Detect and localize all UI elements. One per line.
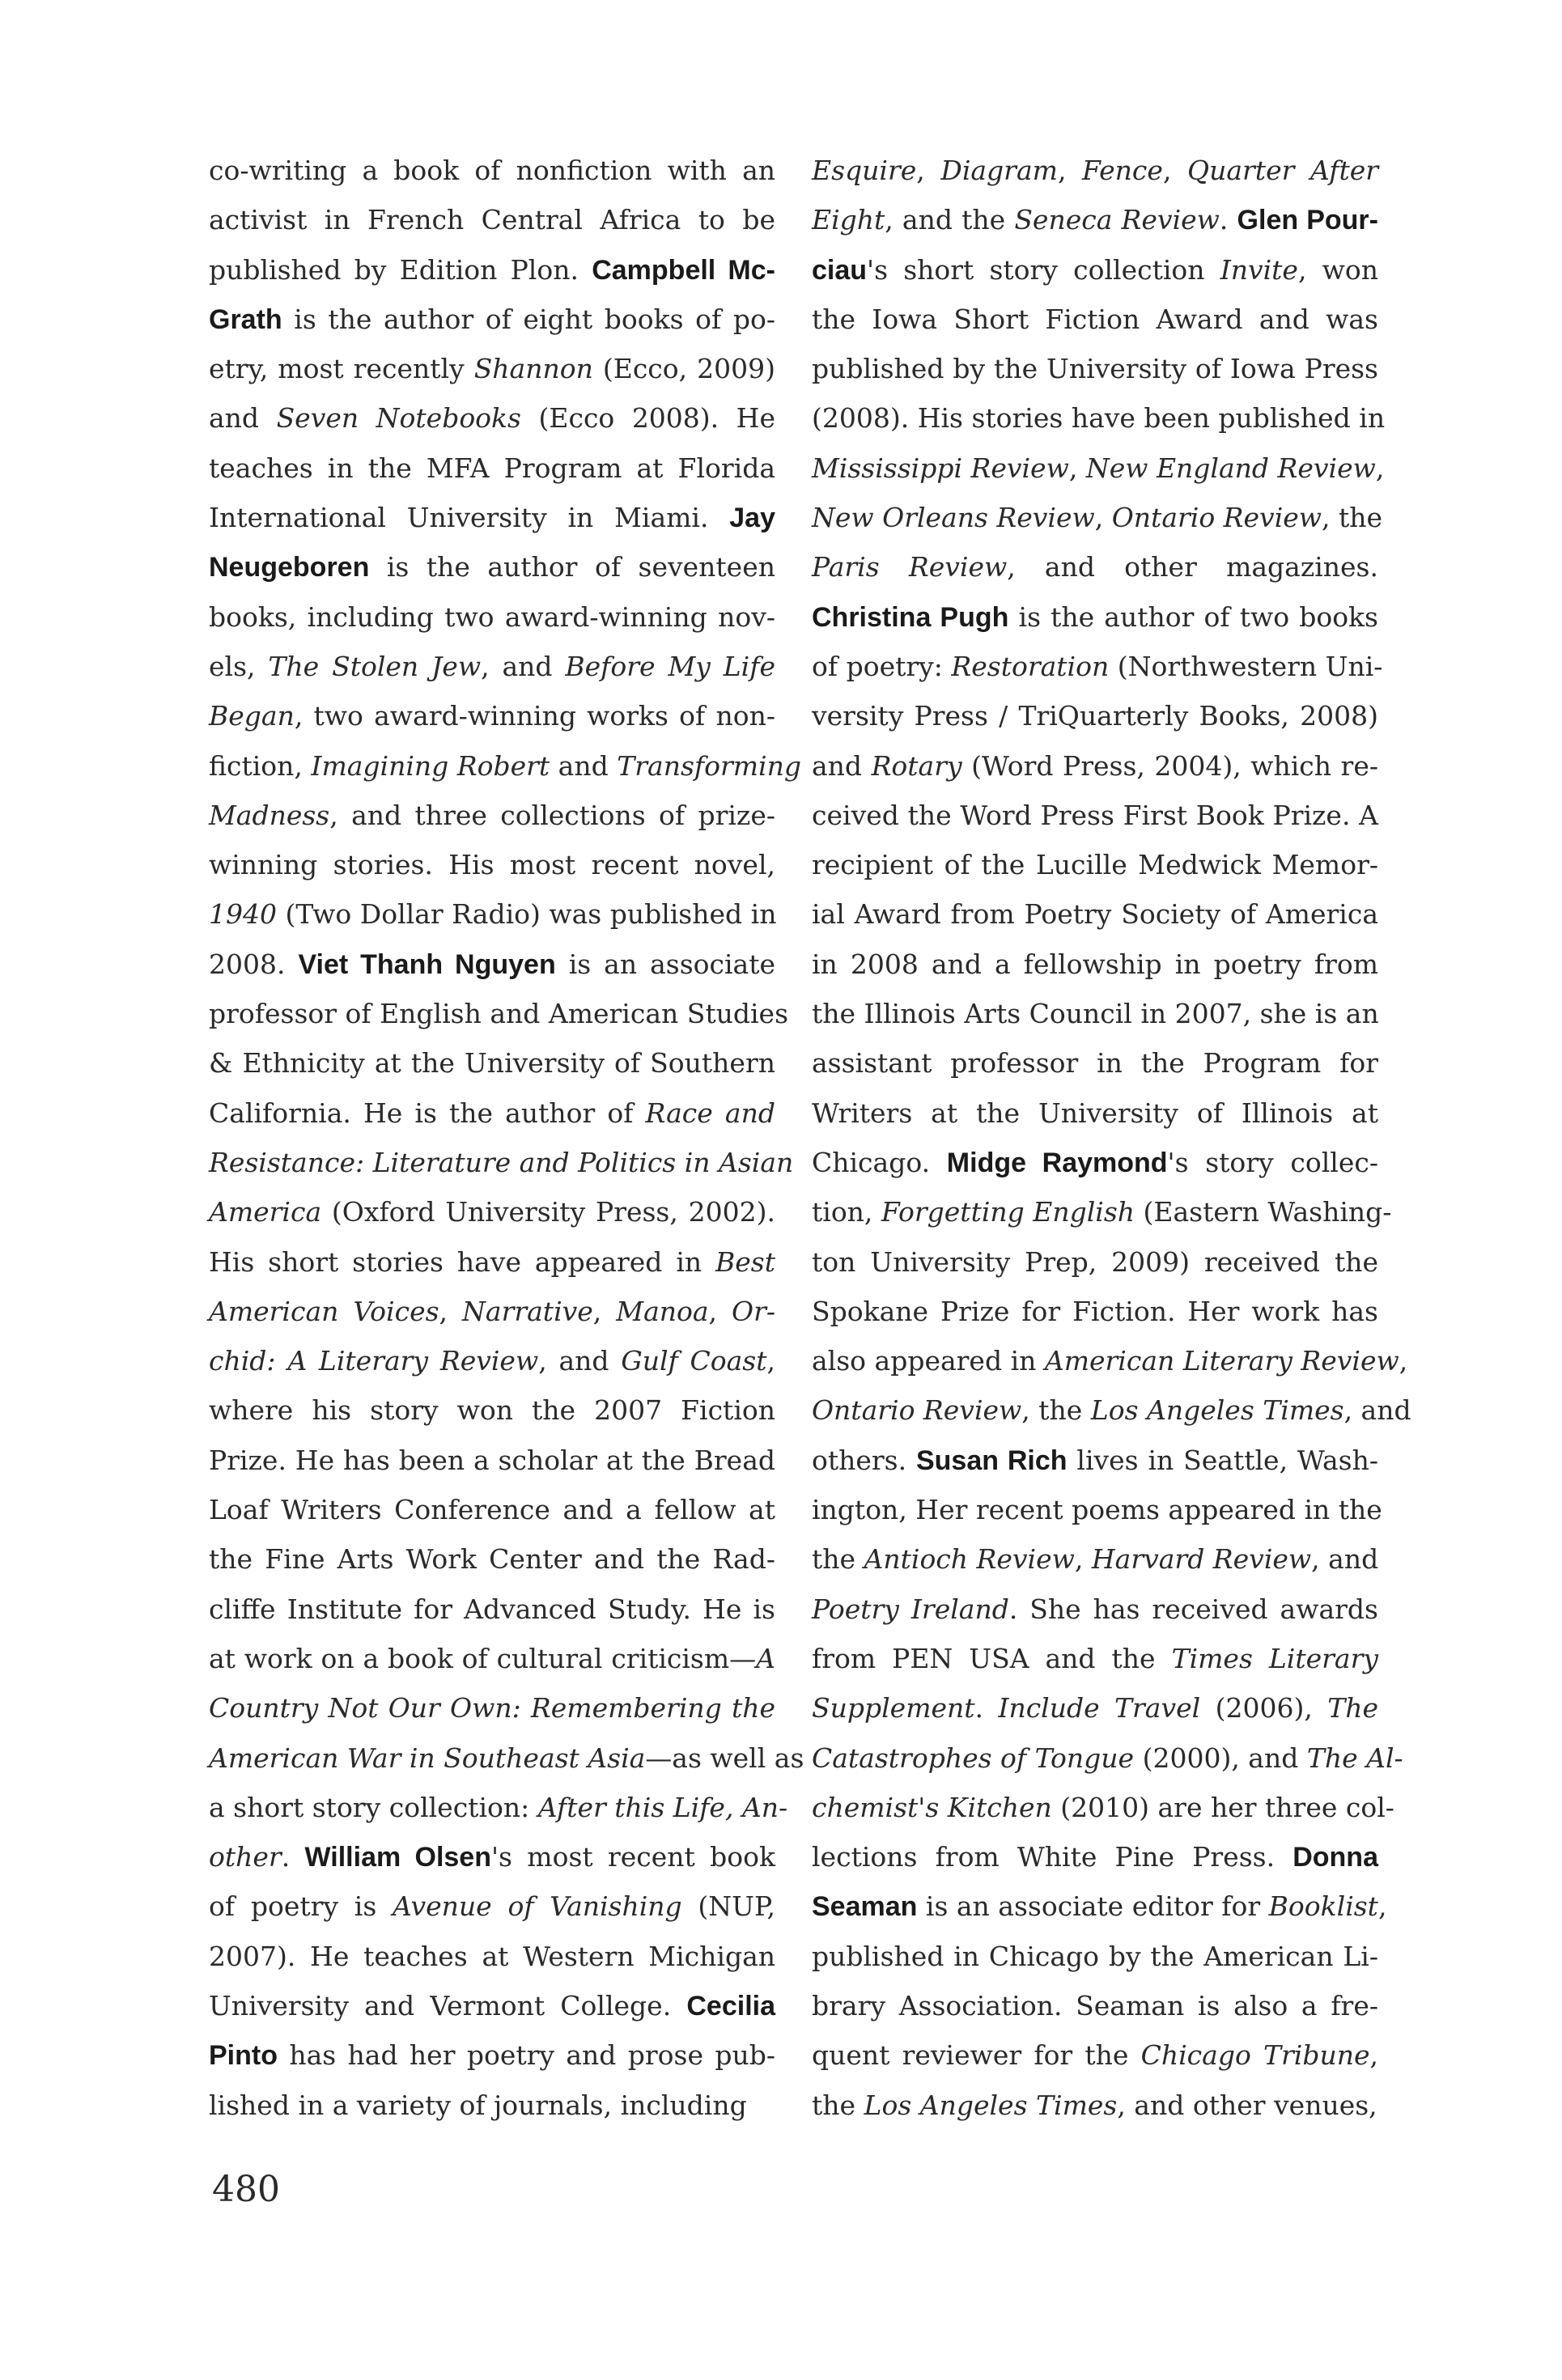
text-run: , (1057, 155, 1083, 186)
text-run: (2006), (1200, 1692, 1328, 1725)
text-run: the (812, 2089, 864, 2121)
italic-title: Los Angeles Times (1090, 1394, 1344, 1427)
italic-title: American Voices (209, 1295, 439, 1327)
italic-title: Rotary (871, 749, 962, 782)
text-run: (Ecco 2008). He (520, 402, 775, 435)
italic-title: Gulf Coast (621, 1345, 767, 1377)
text-line (209, 1436, 775, 1485)
text-line (812, 889, 1378, 939)
text-run: the Fine Arts Work Center and the Rad- (209, 1543, 775, 1576)
italic-title: Harvard Review (1091, 1543, 1312, 1576)
italic-title: Catastrophes of Tongue (812, 1742, 1135, 1774)
text-line (812, 1832, 1378, 1882)
italic-title: Eight (812, 204, 885, 236)
italic-title: The Al- (1306, 1742, 1403, 1774)
text-line (812, 1336, 1408, 1385)
text-run: teaches in the MFA Program at Florida (209, 452, 775, 484)
text-line (812, 1585, 1378, 1634)
text-run: Prize. He has been a scholar at the Bread (209, 1444, 775, 1476)
text-line (209, 245, 775, 295)
text-run: versity Press / TriQuarterly Books, 2008) (812, 700, 1378, 732)
text-run: professor of English and American Studies (209, 998, 789, 1030)
italic-title: Chicago Tribune (1140, 2039, 1370, 2072)
text-run: , (1377, 1890, 1387, 1923)
italic-title: Before My Life (565, 650, 775, 682)
text-line (209, 1733, 804, 1783)
text-run: International University in Miami. (209, 502, 730, 534)
text-run: a short story collection: (209, 1791, 538, 1823)
text-line (812, 1981, 1378, 2030)
text-run: . (281, 1841, 305, 1873)
text-run: , and three collections of prize- (329, 799, 775, 831)
italic-title: Madness (209, 799, 330, 831)
text-run: ington, Her recent poems appeared in the (812, 1494, 1382, 1526)
italic-title: The Stolen Jew (268, 650, 482, 682)
text-run: (2000), and (1134, 1742, 1307, 1774)
italic-title: American War in Southeast Asia (209, 1742, 646, 1774)
italic-title: American Literary Review (1044, 1345, 1399, 1377)
text-line (812, 1385, 1411, 1435)
text-run: is an associate (555, 948, 775, 980)
italic-title: Seneca Review (1014, 204, 1220, 236)
text-line (812, 1683, 1378, 1733)
contributor-name: William Olsen (304, 1842, 491, 1873)
italic-title: Ontario Review (812, 1394, 1022, 1427)
text-run: published by Edition Plon. (209, 253, 592, 286)
text-run: . (1219, 204, 1237, 236)
text-line (209, 344, 775, 393)
text-line (812, 840, 1378, 889)
text-run: els, (209, 650, 269, 682)
text-run: others. (812, 1444, 916, 1476)
italic-title: Poetry Ireland (812, 1593, 1009, 1625)
text-run: has had her poetry and prose pub- (277, 2039, 775, 2072)
contributor-name: Viet Thanh Nguyen (298, 948, 556, 980)
text-run: and (550, 749, 618, 782)
text-run: , (916, 155, 941, 186)
text-line (209, 2030, 775, 2080)
text-run: (Northwestern Uni- (1109, 650, 1383, 682)
italic-title: New Orleans Review (812, 502, 1095, 534)
text-line (209, 1585, 775, 1634)
text-run: is an associate editor for (917, 1890, 1269, 1923)
text-run: Spokane Prize for Fiction. Her work has (812, 1295, 1378, 1327)
text-line (209, 1138, 794, 1187)
italic-title: Manoa (616, 1295, 709, 1327)
text-run: of poetry: (812, 650, 952, 682)
text-run: , (1369, 2039, 1378, 2072)
contributor-name: Cecilia (686, 1990, 775, 2022)
italic-title: Paris Review (812, 551, 1008, 583)
italic-title: America (209, 1196, 322, 1228)
text-line (812, 1733, 1403, 1783)
italic-title: Began (209, 700, 295, 732)
text-run: , and other venues, (1117, 2089, 1377, 2121)
text-line (812, 245, 1378, 295)
text-run: , (439, 1295, 463, 1327)
text-line (812, 393, 1386, 443)
text-run: cliffe Institute for Advanced Study. He is (209, 1593, 775, 1625)
text-run: 2008. (209, 948, 299, 980)
text-line (812, 146, 1378, 195)
italic-title: Avenue of Vanishing (393, 1890, 682, 1923)
contributor-name: Neugeboren (209, 552, 370, 583)
text-run: , and (538, 1345, 622, 1377)
italic-title: Race and (645, 1097, 775, 1129)
text-line (209, 1287, 775, 1336)
text-line (812, 1187, 1392, 1237)
text-line (812, 940, 1378, 989)
text-line (812, 791, 1378, 840)
text-run: , (1094, 502, 1112, 534)
italic-title: 1940 (209, 898, 277, 931)
text-run: California. He is the author of (209, 1097, 646, 1129)
text-run: . She has received awards (1008, 1593, 1378, 1625)
text-line (812, 1287, 1378, 1336)
text-line (812, 691, 1378, 740)
text-line (209, 1981, 775, 2030)
text-line (812, 542, 1378, 592)
italic-title: Quarter After (1187, 155, 1379, 186)
italic-title: Supplement (812, 1692, 975, 1725)
contributor-name: Seaman (812, 1891, 918, 1923)
text-line (209, 1187, 775, 1237)
contributor-name: Grath (209, 303, 282, 335)
contributor-name: Pinto (209, 2040, 278, 2072)
text-run: where his story won the 2007 Fiction (209, 1394, 775, 1427)
text-line (209, 791, 775, 840)
text-run: tion, (812, 1196, 881, 1228)
text-line (209, 393, 775, 443)
text-run: at work on a book of cultural criticism— (209, 1642, 757, 1674)
text-line (209, 1683, 775, 1733)
italic-title: A (756, 1642, 775, 1674)
text-run: , the (1021, 1394, 1091, 1427)
text-run: of poetry is (209, 1890, 393, 1923)
text-run: (Ecco, 2009) (592, 353, 775, 385)
italic-title: chemist's Kitchen (812, 1791, 1052, 1823)
text-run: 's story collec- (1167, 1146, 1378, 1178)
italic-title: After this Life, An- (537, 1791, 788, 1823)
page-number: 480 (212, 2169, 280, 2210)
text-run: quent reviewer for the (812, 2039, 1141, 2072)
italic-title: Ontario Review (1111, 502, 1322, 534)
text-line (209, 889, 775, 939)
text-line (209, 1038, 775, 1088)
text-line (812, 1138, 1378, 1187)
italic-title: Booklist (1268, 1890, 1378, 1923)
italic-title: Antioch Review (864, 1543, 1075, 1576)
contributor-name: Glen Pour- (1237, 205, 1378, 236)
text-line (812, 1932, 1378, 1981)
contributor-name: ciau (812, 254, 868, 286)
text-run: ton University Prep, 2009) received the (812, 1245, 1378, 1278)
text-run: (Oxford University Press, 2002). (321, 1196, 775, 1228)
text-line (812, 989, 1378, 1038)
text-run: books, including two award-winning nov- (209, 600, 775, 633)
text-run: , and (1311, 1543, 1379, 1576)
italic-title: Mississippi Review (812, 452, 1069, 484)
text-run: from PEN USA and the (812, 1642, 1172, 1674)
text-line (812, 493, 1383, 542)
text-line (812, 592, 1378, 642)
italic-title: Forgetting English (881, 1196, 1135, 1228)
text-line (209, 642, 775, 691)
text-line (812, 443, 1385, 493)
italic-title: Los Angeles Times (864, 2089, 1118, 2121)
italic-title: Fence (1082, 155, 1163, 186)
italic-title: New England Review (1085, 452, 1376, 484)
text-line (209, 195, 775, 244)
text-run: is the author of two books (1008, 600, 1378, 633)
text-run: (2010) are her three col- (1051, 1791, 1394, 1823)
text-run: , and the (885, 204, 1015, 236)
text-run: 2007). He teaches at Western Michigan (209, 1940, 775, 1972)
text-run: 's short story collection (867, 253, 1220, 286)
right-column (812, 146, 1411, 2130)
text-run: the (812, 1543, 864, 1576)
text-run: Chicago. (812, 1146, 947, 1178)
text-run: Loaf Writers Conference and a fellow at (209, 1494, 775, 1526)
text-line (812, 1088, 1378, 1138)
italic-title: Restoration (951, 650, 1110, 682)
text-line (812, 1783, 1394, 1832)
text-line (209, 1832, 775, 1882)
text-run: , (1162, 155, 1188, 186)
text-line (209, 592, 775, 642)
text-run: in 2008 and a fellowship in poetry from (812, 948, 1378, 980)
text-run: (Word Press, 2004), which re- (961, 749, 1379, 782)
italic-title: Esquire (812, 155, 917, 186)
text-run: (NUP, (681, 1890, 775, 1923)
text-run: and (812, 749, 872, 782)
text-run: lished in a variety of journals, including (209, 2089, 747, 2121)
text-run: & Ethnicity at the University of Southern (209, 1047, 775, 1080)
italic-title: Include Travel (998, 1692, 1201, 1725)
text-run: ceived the Word Press First Book Prize. A (812, 799, 1378, 831)
italic-title: Seven Notebooks (276, 402, 521, 435)
italic-title: Shannon (473, 353, 593, 385)
text-line (812, 2081, 1378, 2130)
text-run: the Iowa Short Fiction Award and was (812, 303, 1378, 335)
text-run: . (974, 1692, 999, 1725)
text-run: (Two Dollar Radio) was published in (276, 898, 777, 931)
text-line (812, 741, 1378, 791)
text-run: winning stories. His most recent novel, (209, 849, 775, 881)
text-run: etry, most recently (209, 353, 474, 385)
text-line (209, 1385, 775, 1435)
text-run: , and other magazines. (1007, 551, 1378, 583)
text-run: University and Vermont College. (209, 1989, 687, 2022)
text-run: co-writing a book of nonfiction with an (209, 155, 775, 186)
text-line (209, 1932, 775, 1981)
text-run: and (209, 402, 277, 435)
italic-title: Resistance: Literature and Politics in Asian (209, 1146, 794, 1178)
text-run: , (1399, 1345, 1408, 1377)
text-line (812, 195, 1378, 244)
text-line (812, 1237, 1378, 1287)
text-line (209, 1485, 775, 1534)
contributor-name: Campbell Mc- (592, 254, 775, 286)
text-line (209, 295, 775, 344)
text-run: lections from White Pine Press. (812, 1841, 1293, 1873)
text-line (812, 642, 1383, 691)
text-run: fiction, (209, 749, 312, 782)
text-line (209, 691, 775, 740)
text-line (209, 840, 775, 889)
italic-title: other (209, 1841, 282, 1873)
text-run: , two award-winning works of non- (294, 700, 775, 732)
text-run: is the author of eight books of po- (282, 303, 775, 335)
text-run: , (592, 1295, 617, 1327)
contributor-name: Midge Raymond (946, 1147, 1168, 1178)
text-run: , and (1343, 1394, 1411, 1427)
text-line (812, 1436, 1378, 1485)
text-run: , and (481, 650, 566, 682)
text-line (209, 989, 789, 1038)
text-run: the Illinois Arts Council in 2007, she is an (812, 998, 1379, 1030)
text-line (209, 2081, 775, 2130)
italic-title: Or- (732, 1295, 776, 1327)
contributor-name: Christina Pugh (812, 601, 1009, 633)
text-run: ial Award from Poetry Society of America (812, 898, 1378, 931)
left-column (209, 146, 804, 2130)
text-line (812, 1534, 1378, 1584)
italic-title: Imagining Robert (311, 749, 550, 782)
text-run: published by the University of Iowa Press (812, 353, 1378, 385)
text-run: assistant professor in the Program for (812, 1047, 1378, 1080)
text-line (209, 1783, 788, 1832)
text-line (812, 1882, 1387, 1931)
text-line (209, 146, 775, 195)
text-run: (Eastern Washing- (1135, 1196, 1392, 1228)
text-run: Writers at the University of Illinois at (812, 1097, 1378, 1129)
text-line (812, 1485, 1382, 1534)
italic-title: Country Not Our Own: Remembering the (209, 1692, 775, 1725)
contributor-name: Susan Rich (915, 1445, 1068, 1476)
text-run: , (1375, 452, 1385, 484)
text-line (209, 1882, 775, 1931)
italic-title: Best (715, 1245, 775, 1278)
text-run: also appeared in (812, 1345, 1045, 1377)
text-run: , (708, 1295, 732, 1327)
text-line (209, 1088, 775, 1138)
text-run: 's most recent book (490, 1841, 775, 1873)
text-line (812, 2030, 1378, 2080)
text-run: lives in Seattle, Wash- (1067, 1444, 1378, 1476)
italic-title: The (1327, 1692, 1378, 1725)
text-run: , won (1297, 253, 1378, 286)
text-line (209, 1237, 775, 1287)
italic-title: Times Literary (1171, 1642, 1378, 1674)
text-line (209, 940, 775, 989)
text-run: —as well as (645, 1742, 804, 1774)
italic-title: Transforming (617, 749, 801, 782)
text-run: , the (1322, 502, 1383, 534)
text-line (209, 1336, 775, 1385)
text-run: , (1068, 452, 1086, 484)
text-run: , (766, 1345, 775, 1377)
text-line (812, 1038, 1378, 1088)
contributor-name: Donna (1292, 1842, 1378, 1873)
text-line (812, 1634, 1378, 1683)
italic-title: chid: A Literary Review (209, 1345, 539, 1377)
text-line (812, 344, 1378, 393)
italic-title: Narrative (462, 1295, 593, 1327)
text-run: recipient of the Lucille Medwick Memor- (812, 849, 1378, 881)
text-line (209, 1634, 775, 1683)
italic-title: Invite (1220, 253, 1298, 286)
italic-title: Diagram (940, 155, 1058, 186)
text-run: , (1074, 1543, 1092, 1576)
text-line (209, 493, 775, 542)
text-run: is the author of seventeen (369, 551, 775, 583)
text-line (209, 1534, 775, 1584)
text-run: activist in French Central Africa to be (209, 204, 775, 236)
text-run: published in Chicago by the American Li- (812, 1940, 1378, 1972)
text-line (209, 542, 775, 592)
text-run: brary Association. Seaman is also a fre- (812, 1989, 1378, 2022)
text-line (209, 443, 775, 493)
text-line (812, 295, 1378, 344)
text-run: (2008). His stories have been published in (812, 402, 1386, 435)
text-run: His short stories have appeared in (209, 1245, 716, 1278)
text-line (209, 741, 801, 791)
contributor-name: Jay (729, 503, 775, 534)
